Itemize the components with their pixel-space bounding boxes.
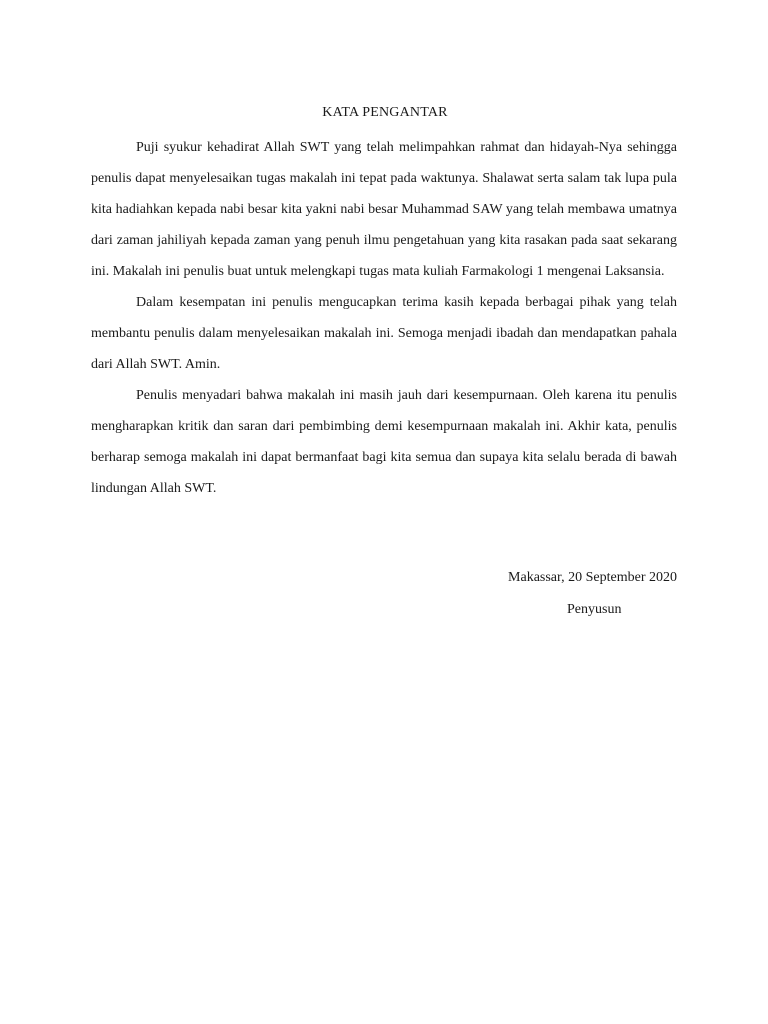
paragraph-1: Puji syukur kehadirat Allah SWT yang telah melimpahkan rahmat dan hidayah-Nya sehingga penulis dapat menyelesaikan tugas makalah ini tepat pada waktunya. Shalawat serta salam tak lupa pula kita hadiahkan kepada nabi besar kita yakni nabi besar Muhammad SAW yang telah membawa umatnya dari zaman jahiliyah kepada zaman yang penuh ilmu pengetahuan yang kita rasakan pada saat sekarang ini. Makalah ini penulis buat untuk melengkapi tugas mata kuliah Farmakologi 1 mengenai Laksansia.: [91, 140, 677, 279]
signer-label: Penyusun: [567, 602, 622, 617]
paragraph-3: Penulis menyadari bahwa makalah ini masih jauh dari kesempurnaan. Oleh karena itu penulis mengharapkan kritik dan saran dari pembimbing demi kesempurnaan makalah ini. Akhir kata, penulis berharap semoga makalah ini dapat bermanfaat bagi kita semua dan supaya kita selalu berada di bawah lindungan Allah SWT.: [91, 388, 677, 496]
paragraph-2: Dalam kesempatan ini penulis mengucapkan terima kasih kepada berbagai pihak yang telah membantu penulis dalam menyelesaikan makalah ini. Semoga menjadi ibadah dan mendapatkan pahala dari Allah SWT. Amin.: [91, 295, 677, 372]
document-body: [91, 132, 677, 504]
page-title: KATA PENGANTAR: [322, 105, 448, 120]
place-date: Makassar, 20 September 2020: [508, 570, 677, 585]
